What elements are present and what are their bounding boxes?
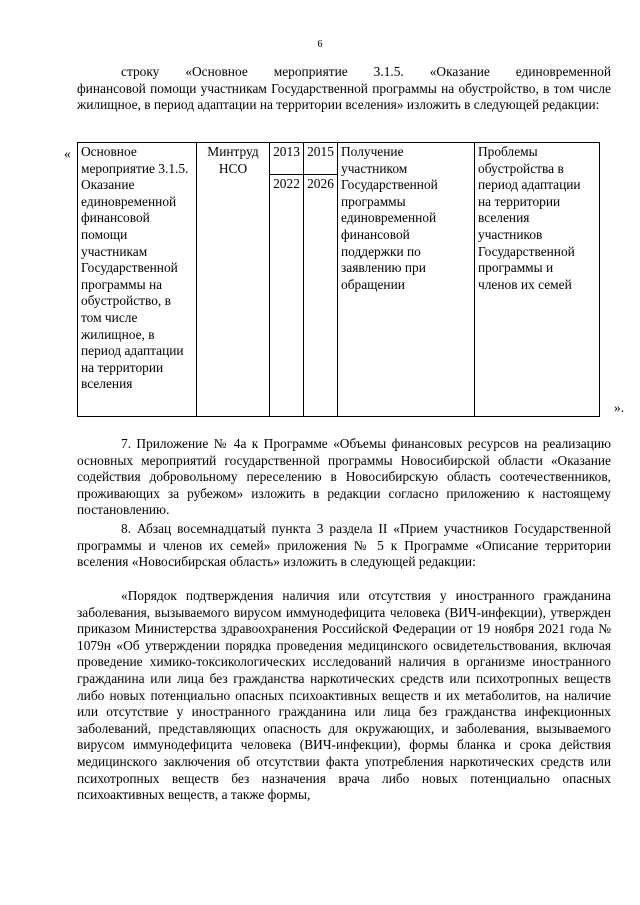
result-cell: Получение участником Государственной программы единовременной финансовой поддержки по заявлению при обращении bbox=[338, 143, 475, 417]
start-year-cell bbox=[270, 143, 304, 417]
paragraph-7-text: 7. Приложение № 4а к Программе «Объемы финансовых ресурсов на реализацию основных мероприятий государственной программы Новосибирской области «Оказание содействия добровольному переселению в Новосибирскую область соотечественников, проживающих за рубежом» изложить в редакции согласно приложению к настоящему постановлению. bbox=[77, 436, 611, 518]
end-year-new: 2026 bbox=[307, 176, 334, 191]
end-year-old: 2015 bbox=[304, 143, 337, 175]
closing-quote: ». bbox=[614, 400, 625, 415]
paragraph-9-text: «Порядок подтверждения наличия или отсутствия у иностранного гражданина заболевания, вызываемого вирусом иммунодефицита человека (ВИЧ-инфекции), утвержден приказом Министерства здравоохранения Российской Федерации от 19 ноября 2021 года № 1079н «Об утверждении порядка проведения медицинского освидетельствования, включая проведение химико-токсикологических исследований наличия в организме иностранного гражданина или лица без гражданства наркотических средств или психотропных веществ либо новых потенциально опасных психоактивных веществ и их метаболитов, на наличие или отсутствие у иностранного гражданина или лица без гражданства инфекционных заболеваний, представляющих опасность для окружающих, и заболевания, вызываемого вирусом иммунодефицита человека (ВИЧ-инфекции), формы бланка и срока действия медицинского заключения об отсутствии факта употребления наркотических средств или психотропных веществ без назначения врача либо новых потенциально опасных психоактивных веществ, а также формы, bbox=[77, 588, 611, 803]
start-year-new: 2022 bbox=[273, 176, 300, 191]
intro-line-rest: финансовой помощи участникам Государственной программы на обустройство, в том числе жилищное, в период адаптации на территории вселения» изложить в следующей редакции: bbox=[77, 80, 611, 113]
page-number: 6 bbox=[317, 39, 323, 50]
intro-paragraph bbox=[77, 64, 611, 114]
problem-cell: Проблемы обустройства в период адаптации на территории вселения участников Государственной программы и членов их семей bbox=[475, 143, 600, 417]
executor-cell: Минтруд НСО bbox=[197, 143, 270, 417]
measure-table bbox=[77, 142, 600, 417]
paragraph-9 bbox=[77, 588, 611, 804]
paragraph-8-text: 8. Абзац восемнадцатый пункта 3 раздела II «Прием участников Государственной программы и членов их семей» приложения № 5 к Программе «Описание территории вселения «Новосибирская область» изложить в следующей редакции: bbox=[77, 521, 611, 570]
paragraph-7 bbox=[77, 436, 611, 519]
paragraph-8 bbox=[77, 521, 611, 571]
table-row bbox=[78, 143, 600, 417]
intro-line-1: строку «Основное мероприятие 3.1.5. «Оказание единовременной bbox=[121, 64, 611, 79]
start-year-old: 2013 bbox=[270, 143, 303, 175]
end-year-cell bbox=[304, 143, 338, 417]
measure-name-cell: Основное мероприятие 3.1.5. Оказание единовременной финансовой помощи участникам Государственной программы на обустройство, в том числе жилищное, в период адаптации на территории вселения bbox=[78, 143, 197, 417]
opening-quote: « bbox=[64, 146, 71, 161]
